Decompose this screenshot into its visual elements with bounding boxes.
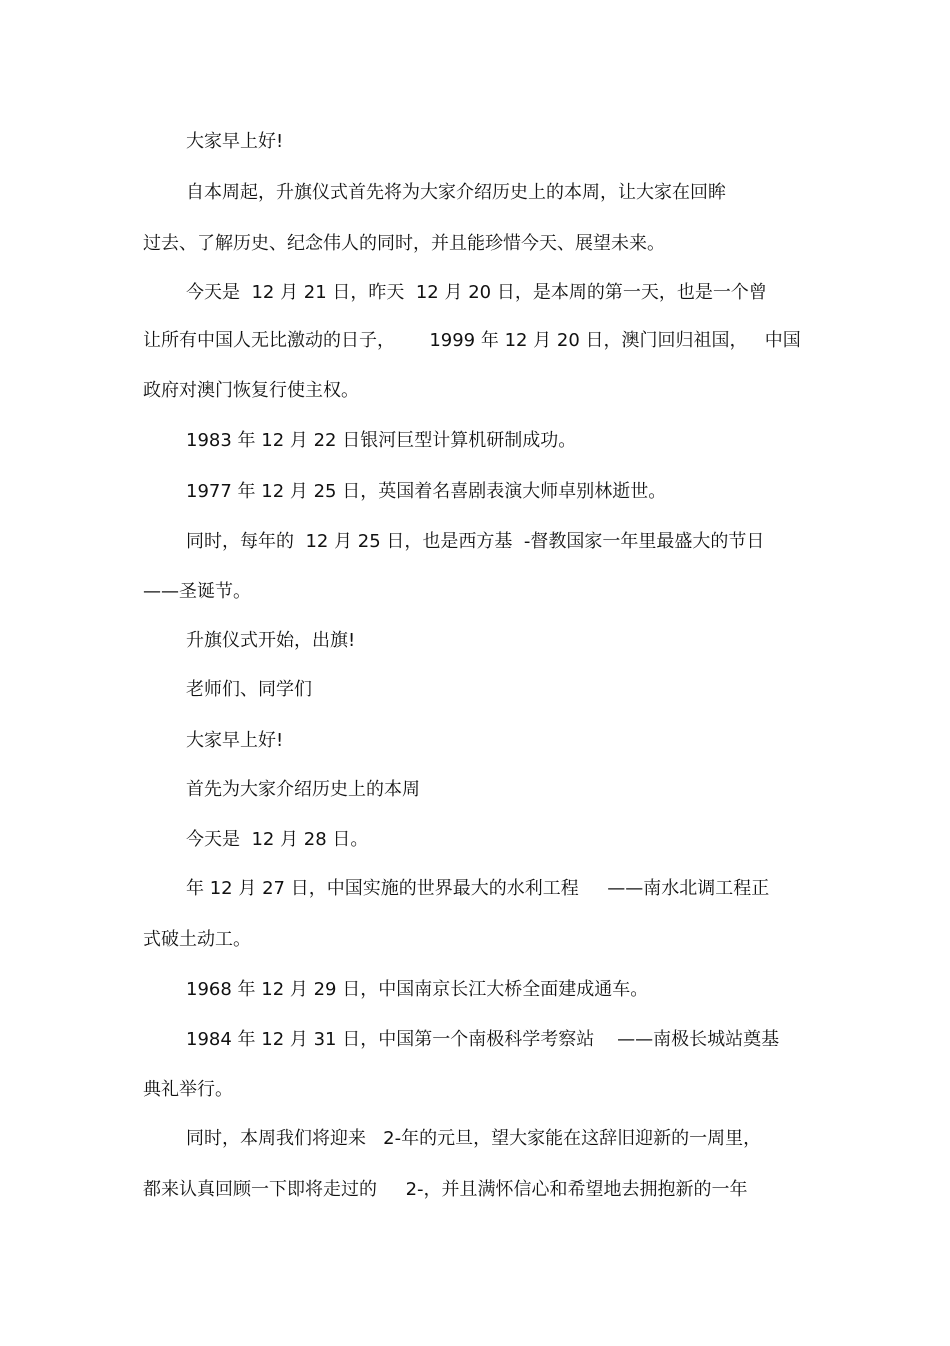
text-line: 1984 年 12 月 31 日，中国第一个南极科学考察站 ——南极长城站奠基: [186, 1029, 780, 1050]
text-line: 1968 年 12 月 29 日，中国南京长江大桥全面建成通车。: [186, 979, 649, 1000]
text-line: 老师们、同学们: [186, 679, 312, 700]
text-line: 1983 年 12 月 22 日银河巨型计算机研制成功。: [186, 430, 577, 451]
text-line: 大家早上好!: [186, 131, 284, 152]
text-line: 升旗仪式开始，出旗!: [186, 630, 356, 651]
text-line: 首先为大家介绍历史上的本周: [186, 779, 420, 800]
text-line: ——圣诞节。: [143, 581, 251, 602]
text-line: 让所有中国人无比激动的日子， 1999 年 12 月 20 日，澳门回归祖国， 中国: [143, 330, 801, 351]
text-line: 同时，本周我们将迎来 2-年的元旦，望大家能在这辞旧迎新的一周里，: [186, 1128, 762, 1149]
text-line: 自本周起，升旗仪式首先将为大家介绍历史上的本周，让大家在回眸: [186, 182, 726, 203]
text-line: 典礼举行。: [143, 1079, 233, 1100]
text-line: 政府对澳门恢复行使主权。: [143, 380, 359, 401]
text-line: 1977 年 12 月 25 日，英国着名喜剧表演大师卓别林逝世。: [186, 481, 667, 502]
text-line: 同时，每年的 12 月 25 日，也是西方基 -督教国家一年里最盛大的节日: [186, 531, 765, 552]
text-line: 都来认真回顾一下即将走过的 2-，并且满怀信心和希望地去拥抱新的一年: [143, 1179, 748, 1200]
text-line: 式破土动工。: [143, 929, 251, 950]
text-line: 今天是 12 月 28 日。: [186, 829, 369, 850]
text-line: 大家早上好!: [186, 730, 284, 751]
text-line: 今天是 12 月 21 日，昨天 12 月 20 日，是本周的第一天，也是一个曾: [186, 282, 767, 303]
text-line: 过去、了解历史、纪念伟人的同时，并且能珍惜今天、展望未来。: [143, 233, 665, 254]
text-line: 年 12 月 27 日，中国实施的世界最大的水利工程 ——南水北调工程正: [186, 878, 770, 899]
